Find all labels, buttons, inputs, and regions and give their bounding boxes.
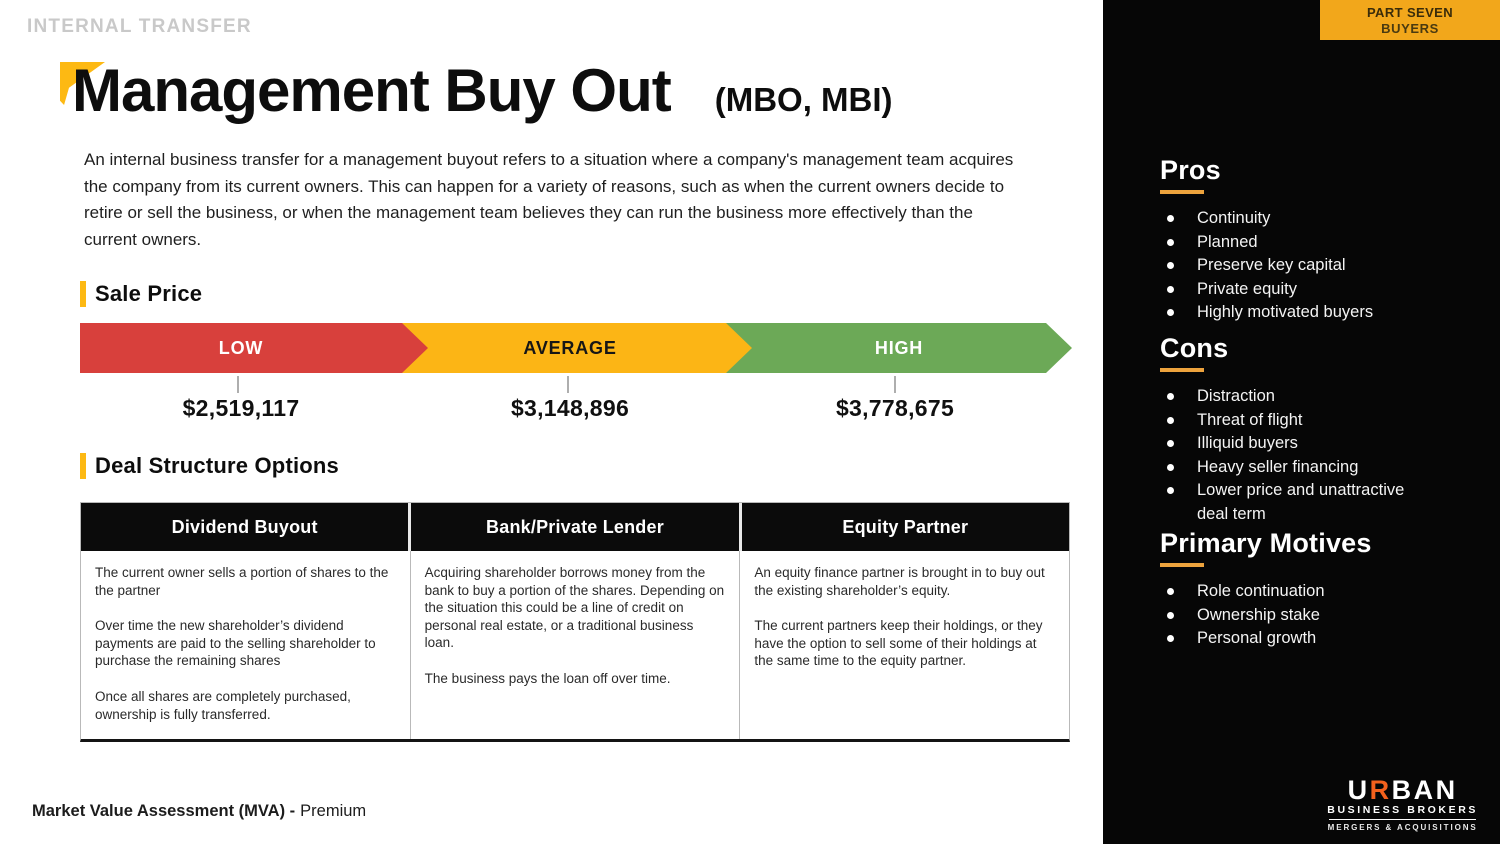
table-cell-bank-private-lender	[410, 551, 740, 739]
table-cell-equity-partner	[739, 551, 1069, 739]
table-cell-dividend-buyout	[81, 551, 410, 739]
page-title-main: Management Buy Out	[72, 57, 671, 124]
deal-structure-heading	[80, 453, 339, 479]
logo-brand-accent: R	[1369, 775, 1392, 805]
part-badge	[1320, 0, 1500, 40]
logo-line3: MERGERS & ACQUISITIONS	[1327, 823, 1478, 832]
primary-motives-heading: Primary Motives	[1160, 528, 1372, 558]
table-body-row	[81, 551, 1069, 739]
cons-list-item: Distraction	[1160, 385, 1440, 409]
deal-structure-heading-label: Deal Structure Options	[95, 453, 339, 478]
pros-list-item: Private equity	[1160, 278, 1440, 302]
heading-accent-bar	[80, 453, 86, 479]
part-badge-line2: BUYERS	[1381, 20, 1439, 36]
price-average: $3,148,896	[510, 395, 630, 421]
cons-heading: Cons	[1160, 333, 1229, 363]
cons-list-item: Threat of flight	[1160, 409, 1440, 433]
tick-high	[894, 376, 896, 393]
logo-line2: BUSINESS BROKERS	[1327, 804, 1478, 816]
pros-list-item: Highly motivated buyers	[1160, 301, 1440, 325]
range-label-average: AVERAGE	[523, 338, 617, 358]
primary-motives-list	[1160, 580, 1440, 651]
urban-business-brokers-logo	[1327, 776, 1478, 832]
primary-motives-list-item: Ownership stake	[1160, 604, 1440, 628]
logo-brand-suffix: BAN	[1391, 775, 1458, 805]
pros-list	[1160, 207, 1440, 325]
logo-brand	[1327, 776, 1478, 804]
page-title-suffix: (MBO, MBI)	[714, 81, 893, 118]
tick-low	[237, 376, 239, 393]
primary-motives-section	[1160, 528, 1470, 651]
price-high: $3,778,675	[835, 395, 955, 421]
footer-note	[32, 802, 366, 821]
description-paragraph: An internal business transfer for a management buyout refers to a situation where a company's management team acquires the company from its current owners. This can happen for a variety of reasons, such as when the current owners decide to retire or sell the business, or when the management team believes they can run the business more effectively than the current owners.	[84, 150, 1014, 249]
kicker-label: INTERNAL TRANSFER	[27, 16, 252, 37]
cell-paragraph: The current partners keep their holdings, or they have the option to sell some of their holdings at the same time to the equity partner.	[754, 618, 1043, 669]
heading-underline	[1160, 190, 1204, 194]
price-low: $2,519,117	[182, 395, 300, 421]
pros-list-item: Planned	[1160, 231, 1440, 255]
range-label-low: LOW	[218, 338, 264, 358]
sale-price-heading	[80, 281, 202, 307]
cons-section	[1160, 333, 1470, 526]
cell-paragraph: Once all shares are completely purchased, ownership is fully transferred.	[95, 688, 351, 722]
tick-average	[567, 376, 569, 393]
cell-paragraph: Over time the new shareholder’s dividend payments are paid to the selling shareholder to purchase the remaining shares	[95, 618, 376, 669]
heading-underline	[1160, 563, 1204, 567]
pros-heading: Pros	[1160, 155, 1221, 185]
footer-note-bold: Market Value Assessment (MVA) -	[32, 802, 296, 820]
footer-note-regular: Premium	[300, 802, 367, 820]
table-header-bank-private-lender: Bank/Private Lender	[408, 503, 738, 551]
table-header-dividend-buyout: Dividend Buyout	[81, 503, 408, 551]
sidebar	[1103, 0, 1500, 844]
table-header-equity-partner: Equity Partner	[739, 503, 1069, 551]
table-header-row	[81, 503, 1069, 551]
heading-underline	[1160, 368, 1204, 372]
sale-price-range-bar	[80, 323, 1072, 373]
cons-list	[1160, 385, 1440, 526]
cons-list-item: Illiquid buyers	[1160, 432, 1440, 456]
part-badge-line1: PART SEVEN	[1366, 4, 1454, 20]
cell-paragraph: An equity finance partner is brought in to buy out the existing shareholder’s equity.	[754, 565, 1045, 598]
cell-paragraph: The business pays the loan off over time.	[424, 670, 671, 686]
sale-price-heading-label: Sale Price	[95, 281, 203, 306]
heading-accent-bar	[80, 281, 86, 307]
cons-list-item: Lower price and unattractive deal term	[1160, 479, 1440, 526]
page-title	[72, 56, 893, 135]
cell-paragraph: Acquiring shareholder borrows money from the bank to buy a portion of the shares. Depending on the situation this could be a line of credit on personal real estate, or a traditional business loan.	[424, 565, 725, 651]
pros-section	[1160, 155, 1470, 325]
logo-divider	[1329, 819, 1476, 820]
deal-structure-table	[80, 502, 1070, 742]
cell-paragraph: The current owner sells a portion of shares to the the partner	[95, 565, 389, 598]
range-label-high: HIGH	[874, 338, 924, 358]
pros-list-item: Continuity	[1160, 207, 1440, 231]
primary-motives-list-item: Role continuation	[1160, 580, 1440, 604]
primary-motives-list-item: Personal growth	[1160, 627, 1440, 651]
pros-list-item: Preserve key capital	[1160, 254, 1440, 278]
logo-brand-prefix: U	[1347, 775, 1370, 805]
cons-list-item: Heavy seller financing	[1160, 456, 1440, 480]
